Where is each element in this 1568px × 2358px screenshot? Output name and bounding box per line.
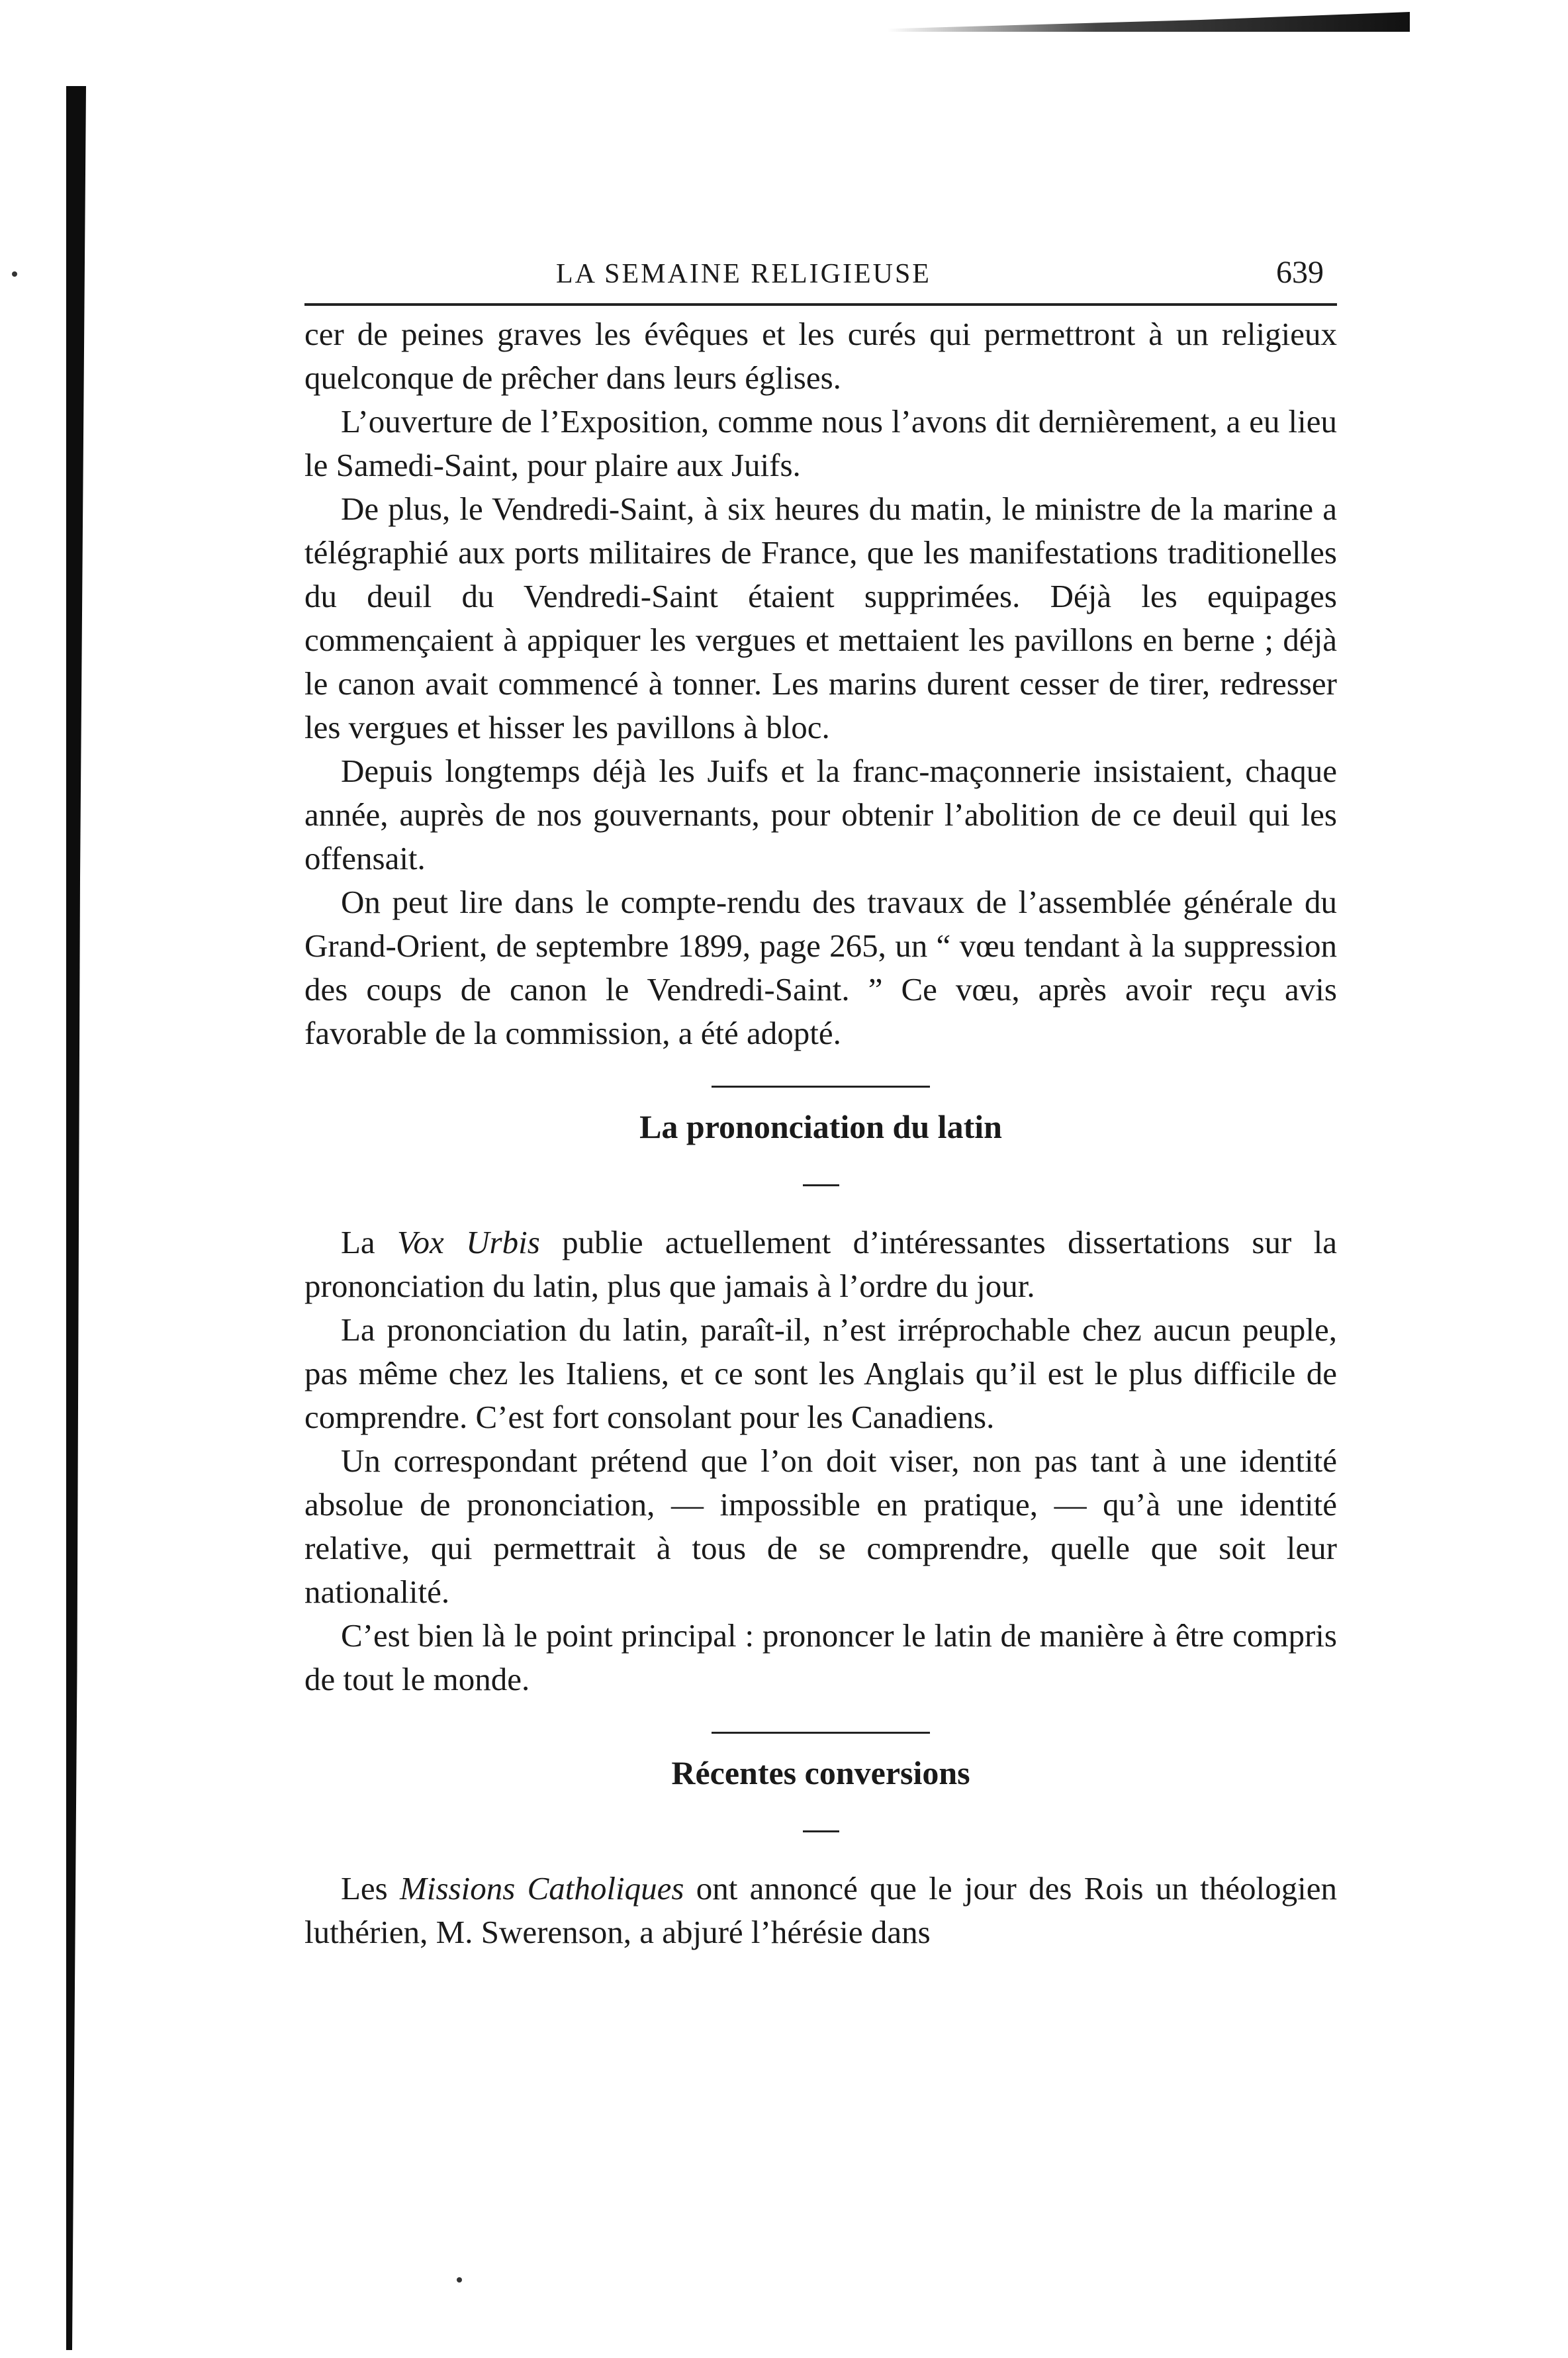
text-run: ont annoncé que le jour des Rois un théologien luthérien, M. Swerenson, a abjuré l’hérésie dans <box>304 1870 1337 1950</box>
heading-dash <box>803 1830 839 1832</box>
running-title: LA SEMAINE RELIGIEUSE <box>556 259 931 289</box>
section-separator <box>712 1732 930 1734</box>
paragraph: C’est bien là le point principal : prononcer le latin de manière à être compris de tout le monde. <box>304 1617 1337 1697</box>
running-head <box>304 255 1337 298</box>
text-run: La <box>341 1224 398 1260</box>
paragraph: De plus, le Vendredi-Saint, à six heures du matin, le ministre de la marine a télégraphié aux ports militaires de France, que les manifestations traditionelles du deuil du Vendredi-Saint étaient supprimées. Déjà les equipages commençaient à appiquer les vergues et mettaient les pavillons en berne ; déjà le canon avait commencé à tonner. Les marins durent cesser de tirer, redresser les vergues et hisser les pavillons à bloc. <box>304 491 1337 745</box>
scan-speck <box>12 271 17 277</box>
publication-title: Missions Catholiques <box>400 1870 684 1907</box>
paragraph: On peut lire dans le compte-rendu des travaux de l’assemblée générale du Grand-Orient, de septembre 1899, page 265, un “ vœu tendant à la suppression des coups de canon le Vendredi-Saint. ” Ce vœu, après avoir reçu avis favorable de la commission, a été adopté. <box>304 884 1337 1051</box>
paragraph <box>304 1867 1337 1954</box>
book-page <box>304 255 1337 1954</box>
scan-edge-top <box>887 12 1410 32</box>
paragraph: Depuis longtemps déjà les Juifs et la franc-maçonnerie insistaient, chaque année, auprès de nos gouvernants, pour obtenir l’abolition de ce deuil qui les offensait. <box>304 753 1337 876</box>
paragraph: L’ouverture de l’Exposition, comme nous l’avons dit dernièrement, a eu lieu le Samedi-Saint, pour plaire aux Juifs. <box>304 403 1337 483</box>
paragraph: Un correspondant prétend que l’on doit viser, non pas tant à une identité absolue de prononciation, — impossible en pratique, — qu’à une identité relative, qui permettrait à tous de se comprendre, quelle que soit leur nationalité. <box>304 1442 1337 1610</box>
section-heading: Récentes conversions <box>671 1754 970 1791</box>
text-run: Les <box>341 1870 400 1907</box>
publication-title: Vox Urbis <box>397 1224 540 1260</box>
heading-dash <box>803 1184 839 1186</box>
header-rule <box>304 303 1337 306</box>
text-run: publie actuellement d’intéressantes dissertations sur la prononciation du latin, plus que jamais à l’ordre du jour. <box>304 1224 1337 1304</box>
paragraph: cer de peines graves les évêques et les curés qui permettront à un religieux quelconque de prêcher dans leurs églises. <box>304 316 1337 396</box>
scan-edge-left <box>66 86 86 2350</box>
paragraph <box>304 1221 1337 1308</box>
section-heading: La prononciation du latin <box>639 1108 1002 1145</box>
scan-speck <box>457 2277 462 2283</box>
paragraph: La prononciation du latin, paraît-il, n’est irréprochable chez aucun peuple, pas même chez les Italiens, et ce sont les Anglais qu’il est le plus difficile de comprendre. C’est fort consolant pour les Canadiens. <box>304 1311 1337 1435</box>
section-separator <box>712 1086 930 1088</box>
page-number: 639 <box>1276 255 1324 290</box>
